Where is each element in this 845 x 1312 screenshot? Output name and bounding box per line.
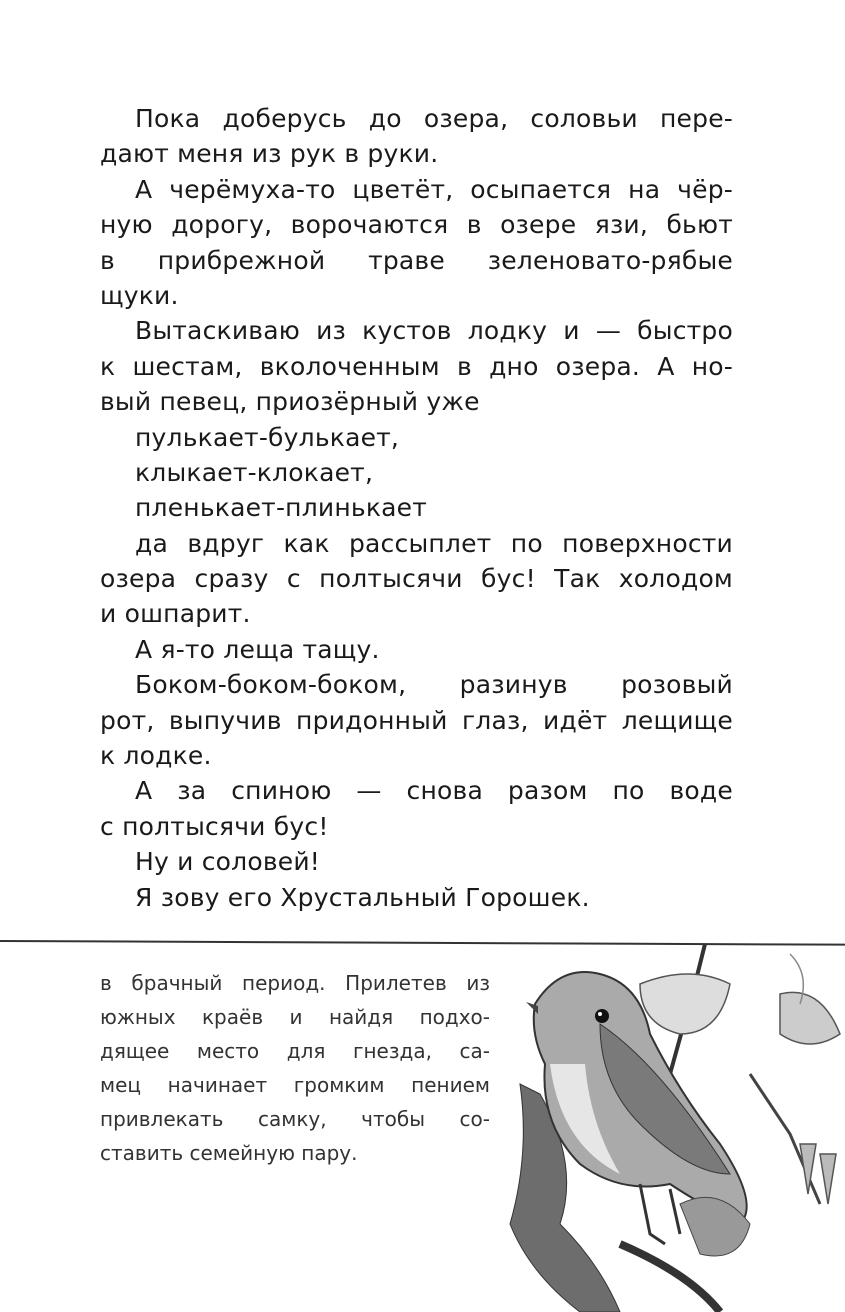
note-line: южных краёв и найдя подхо- (100, 1005, 490, 1029)
text-line: Пока доберусь до озера, соловьи пере- (135, 104, 733, 133)
text-line: к лодке. (100, 741, 212, 771)
text-line: А черёмуха-то цветёт, осыпается на чёр- (135, 174, 733, 204)
text-line: А за спиною — снова разом по воде (135, 776, 733, 806)
story-text (100, 101, 733, 915)
text-line: дают меня из рук в руки. (100, 139, 439, 169)
text-line: да вдруг как рассыплет по поверхности (135, 528, 733, 558)
text-line: ную дорогу, ворочаются в озере язи, бьют (100, 210, 733, 240)
text-line: и ошпарит. (100, 599, 251, 629)
note-line: в брачный период. Прилетев из (100, 971, 490, 995)
note-line: дящее место для гнезда, са- (100, 1039, 490, 1063)
text-line: щуки. (100, 280, 179, 310)
text-line: Ну и соловей! (135, 847, 321, 877)
text-line: пулькает-булькает, (135, 422, 400, 452)
text-line: вый певец, приозёрный уже (100, 387, 480, 417)
text-line: рот, выпучив придонный глаз, идёт лещище (100, 705, 733, 735)
text-line: озера сразу с полтысячи бус! Так холодом (100, 564, 733, 594)
text-line: клыкает-клокает, (135, 457, 374, 487)
text-line: Боком-боком-боком, разинув розовый (135, 670, 733, 700)
text-line: Я зову его Хрустальный Горошек. (135, 882, 590, 912)
text-line: в прибрежной траве зеленовато-рябые (100, 245, 733, 275)
text-line: с полтысячи бус! (100, 811, 329, 841)
note-line: мец начинает громким пением (100, 1073, 490, 1097)
text-line: к шестам, вколоченным в дно озера. А но- (100, 351, 733, 381)
text-line: Вытаскиваю из кустов лодку и — быстро (135, 316, 733, 346)
note-line: ставить семейную пару. (100, 1141, 358, 1165)
nightingale-illustration (490, 944, 845, 1312)
note-line: привлекать самку, чтобы со- (100, 1107, 490, 1131)
text-line: А я-то леща тащу. (135, 634, 380, 664)
nightingale-note (100, 966, 490, 1170)
text-line: пленькает-плинькает (135, 493, 427, 523)
